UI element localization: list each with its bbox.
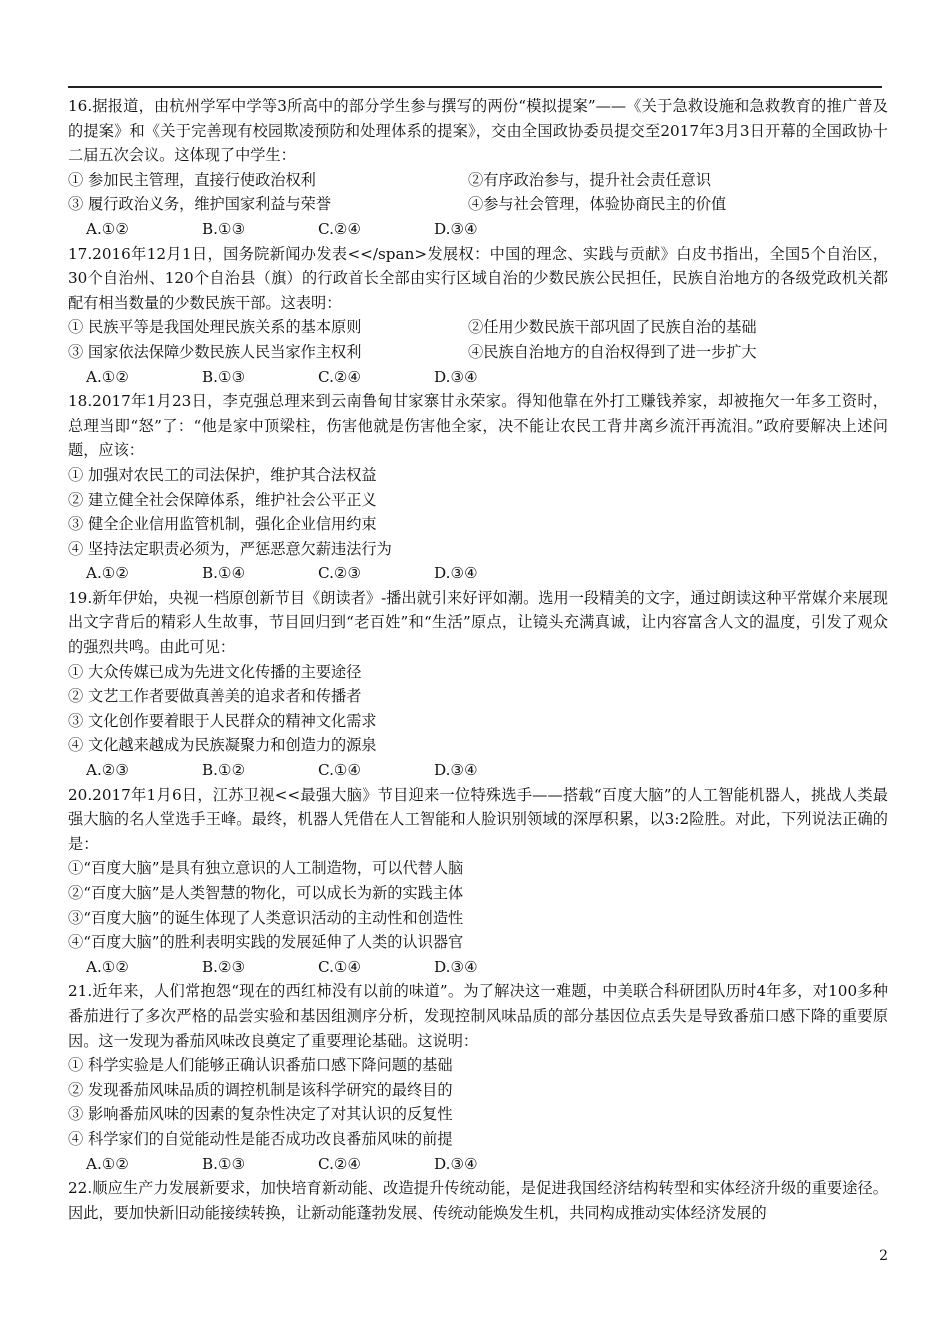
option-row — [68, 315, 888, 340]
option-1: ① 民族平等是我国处理民族关系的基本原则 — [68, 318, 362, 337]
page-number: 2 — [879, 1248, 888, 1264]
choice-d: D.③④ — [434, 957, 478, 976]
choice-d: D.③④ — [434, 564, 478, 583]
option-4: ④ 坚持法定职责必须为，严惩恶意欠薪违法行为 — [68, 539, 392, 558]
choice-a: A.①② — [86, 957, 130, 976]
option-3: ③ 履行政治义务，维护国家利益与荣誉 — [68, 195, 332, 214]
choice-b: B.①③ — [202, 1154, 246, 1173]
question-18 — [68, 389, 888, 586]
answer-choices — [68, 1152, 888, 1177]
choice-a: A.①② — [86, 367, 130, 386]
choice-d: D.③④ — [434, 219, 478, 238]
option-1: ① 加强对农民工的司法保护，维护其合法权益 — [68, 465, 377, 484]
question-21 — [68, 979, 888, 1176]
question-stem: 21.近年来，人们常抱怨“现在的西红柿没有以前的味道”。为了解决这一难题，中美联合科研团队历时4年多，对100多种番茄进行了多次严格的品尝实验和基因组测序分析，发现控制风味品质的部分基因位点丢失是导致番茄口感下降的重要原因。这一发现为番茄风味改良奠定了重要理论基础。这说明： — [68, 982, 888, 1050]
exam-content — [68, 94, 888, 1225]
answer-choices — [68, 365, 888, 390]
option-1: ① 科学实验是人们能够正确认识番茄口感下降问题的基础 — [68, 1056, 453, 1075]
option-2: ② 建立健全社会保障体系，维护社会公平正义 — [68, 490, 377, 509]
choice-a: A.①② — [86, 219, 130, 238]
option-2: ② 文艺工作者要做真善美的追求者和传播者 — [68, 687, 362, 706]
answer-choices — [68, 758, 888, 783]
option-3: ③ 健全企业信用监管机制，强化企业信用约束 — [68, 515, 377, 534]
choice-b: B.②③ — [202, 957, 246, 976]
option-3: ③ 影响番茄风味的因素的复杂性决定了对其认识的反复性 — [68, 1105, 453, 1124]
choice-d: D.③④ — [434, 1154, 478, 1173]
choice-c: C.②④ — [318, 367, 362, 386]
choice-b: B.①④ — [202, 564, 246, 583]
option-1: ① 参加民主管理，直接行使政治权利 — [68, 170, 316, 189]
question-stem: 20.2017年1月6日，江苏卫视<<最强大脑》节目迎来一位特殊选手——搭载“百度大脑”的人工智能机器人，挑战人类最强大脑的名人堂选手王峰。最终，机器人凭借在人工智能和人脸识别领域的深厚积累，以3:2险胜。对此，下列说法正确的是： — [68, 785, 888, 853]
question-stem: 17.2016年12月1日，国务院新闻办发表<</span>发展权：中国的理念、实践与贡献》白皮书指出，全国5个自治区，30个自治州、120个自治县（旗）的行政首长全部由实行区域自治的少数民族公民担任，民族自治地方的各级党政机关都配有相当数量的少数民族干部。这表明： — [68, 244, 888, 312]
choice-c: C.②④ — [318, 1154, 362, 1173]
option-3: ③ 国家依法保障少数民族人民当家作主权利 — [68, 342, 362, 361]
choice-b: B.①③ — [202, 219, 246, 238]
choice-c: C.①④ — [318, 957, 362, 976]
choice-a: A.①② — [86, 1154, 130, 1173]
option-4: ④民族自治地方的自治权得到了进一步扩大 — [468, 342, 757, 361]
option-4: ④ 科学家们的自觉能动性是能否成功改良番茄风味的前提 — [68, 1129, 453, 1148]
option-4: ④ 文化越来越成为民族凝聚力和创造力的源泉 — [68, 736, 377, 755]
option-2: ②任用少数民族干部巩固了民族自治的基础 — [468, 318, 757, 337]
question-19 — [68, 586, 888, 783]
header-rule — [68, 86, 882, 88]
question-stem: 18.2017年1月23日，李克强总理来到云南鲁甸甘家寨甘永荣家。得知他靠在外打工赚钱养家，却被拖欠一年多工资时，总理当即“怒”了：“他是家中顶梁柱，伤害他就是伤害他全家，决不能让农民工背井离乡流汗再流泪。”政府要解决上述问题，应该： — [68, 392, 888, 460]
option-1: ① 大众传媒已成为先进文化传播的主要途径 — [68, 662, 362, 681]
option-1: ①“百度大脑”是具有独立意识的人工制造物，可以代替人脑 — [68, 859, 464, 878]
choice-b: B.①② — [202, 761, 246, 780]
option-row — [68, 168, 888, 193]
answer-choices — [68, 955, 888, 980]
question-stem: 22.顺应生产力发展新要求，加快培育新动能、改造提升传统动能，是促进我国经济结构转型和实体经济升级的重要途径。因此，要加快新旧动能接续转换，让新动能蓬勃发展、传统动能焕发生机，共同构成推动实体经济发展的 — [68, 1179, 888, 1222]
question-stem: 19.新年伊始，央视一档原创新节目《朗读者》-播出就引来好评如潮。选用一段精美的文字，通过朗读这种平常媒介来展现出文字背后的精彩人生故事，节目回归到“老百姓”和“生活”原点，让镜头充满真诚，让内容富含人文的温度，引发了观众的强烈共鸣。由此可见： — [68, 588, 888, 657]
choice-c: C.②④ — [318, 219, 362, 238]
question-20 — [68, 783, 888, 980]
question-22 — [68, 1176, 888, 1225]
choice-d: D.③④ — [434, 367, 478, 386]
question-16 — [68, 94, 888, 242]
option-2: ② 发现番茄风味品质的调控机制是该科学研究的最终目的 — [68, 1080, 453, 1099]
option-4: ④“百度大脑”的胜利表明实践的发展延伸了人类的认识器官 — [68, 933, 464, 952]
choice-c: C.②③ — [318, 564, 362, 583]
option-2: ②“百度大脑”是人类智慧的物化，可以成长为新的实践主体 — [68, 884, 464, 902]
option-3: ③“百度大脑”的诞生体现了人类意识活动的主动性和创造性 — [68, 908, 464, 927]
option-row — [68, 192, 888, 217]
choice-a: A.②③ — [86, 761, 130, 780]
option-3: ③ 文化创作要着眼于人民群众的精神文化需求 — [68, 711, 377, 730]
option-2: ②有序政治参与，提升社会责任意识 — [468, 170, 711, 189]
question-stem: 16.据报道，由杭州学军中学等3所高中的部分学生参与撰写的两份“模拟提案”——《关于急救设施和急救教育的推广普及的提案》和《关于完善现有校园欺凌预防和处理体系的提案》，交由全国政协委员提交至2017年3月3日开幕的全国政协十二届五次会议。这体现了中学生： — [68, 97, 888, 165]
choice-d: D.③④ — [434, 761, 478, 780]
option-4: ④参与社会管理，体验协商民主的价值 — [468, 195, 727, 214]
option-row — [68, 340, 888, 365]
answer-choices — [68, 217, 888, 242]
choice-c: C.①④ — [318, 761, 362, 780]
choice-a: A.①② — [86, 564, 130, 583]
answer-choices — [68, 561, 888, 586]
choice-b: B.①③ — [202, 367, 246, 386]
question-17 — [68, 242, 888, 390]
